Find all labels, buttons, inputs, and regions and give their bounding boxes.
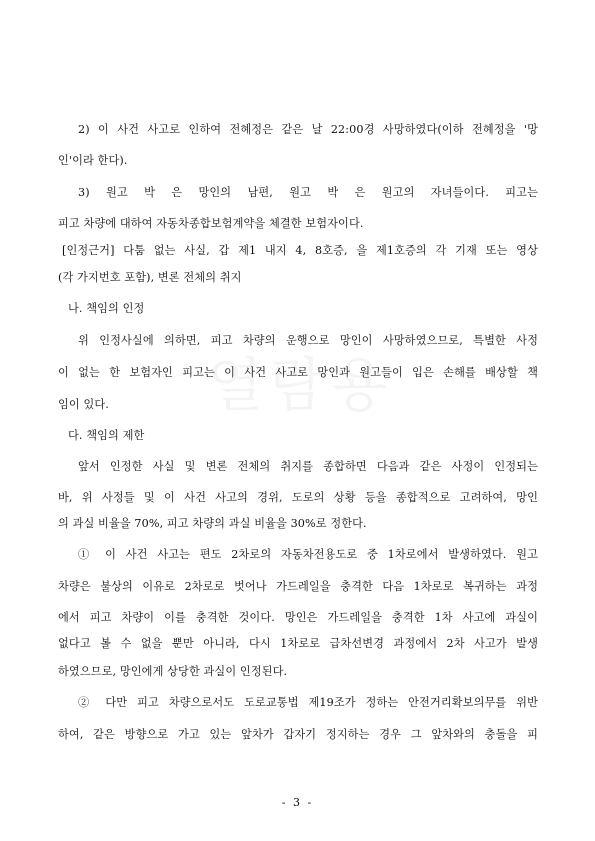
paragraph-line: 이 없는 한 보험자인 피고는 이 사건 사고로 망인과 원고들이 입은 손해를 배상할 책 (58, 366, 538, 379)
paragraph-line: ② 다만 피고 차량으로서도 도로교통법 제19조가 정하는 안전거리확보의무를 위반 (78, 696, 538, 709)
paragraph-line: 하여, 같은 방향으로 가고 있는 앞차가 갑자기 정지하는 경우 그 앞차와의 충돌을 피 (58, 728, 538, 741)
section-heading: 다. 책임의 제한 (68, 429, 145, 442)
paragraph-line: ① 이 사건 사고는 편도 2차로의 자동차전용도로 중 1차로에서 발생하였다. 원고 (78, 548, 538, 561)
evidence-basis-line: (각 가지번호 포함), 변론 전체의 취지 (58, 271, 242, 284)
paragraph-line: 인'이라 한다). (58, 154, 128, 167)
paragraph-line: 차량은 불상의 이유로 2차로로 벗어나 가드레일을 충격한 다음 1차로로 복귀하는 과정 (58, 580, 538, 593)
watermark (160, 356, 440, 414)
page-number: - 3 - (281, 796, 314, 809)
paragraph-line: 임이 있다. (58, 398, 109, 411)
paragraph-line: 없다고 볼 수 없을 뿐만 아니라, 다시 1차로로 급차선변경 과정에서 2차 사고가 발생 (58, 637, 538, 650)
paragraph-line: 하였으므로, 망인에게 상당한 과실이 인정된다. (58, 665, 288, 678)
paragraph-line: 2) 이 사건 사고로 인하여 전혜정은 같은 날 22:00경 사망하였다(이하 전혜정을 '망 (78, 123, 538, 136)
paragraph-line: 바, 위 사정들 및 이 사건 사고의 경위, 도로의 상황 등을 종합적으로 고려하여, 망인 (58, 491, 538, 504)
paragraph-line: 위 인정사실에 의하면, 피고 차량의 운행으로 망인이 사망하였으므로, 특별한 사정 (78, 334, 538, 347)
section-heading: 나. 책임의 인정 (68, 302, 145, 315)
evidence-basis-line: [인정근거] 다툼 없는 사실, 갑 제1 내지 4, 8호증, 을 제1호증의 각 기재 또는 영상 (62, 244, 538, 257)
paragraph-line: 3) 원고 박 은 망인의 남편, 원고 박 은 원고의 자녀들이다. 피고는 (78, 186, 538, 199)
paragraph-line: 의 과실 비율을 70%, 피고 차량의 과실 비율을 30%로 정한다. (58, 517, 367, 530)
paragraph-line: 앞서 인정한 사실 및 변론 전체의 취지를 종합하면 다음과 같은 사정이 인정되는 (78, 460, 538, 473)
paragraph-line: 에서 피고 차량이 이를 충격한 것이다. 망인은 가드레일을 충격한 1차 사고에 과실이 (58, 611, 538, 624)
paragraph-line: 피고 차량에 대하여 자동차종합보험계약을 체결한 보험자이다. (58, 217, 364, 230)
